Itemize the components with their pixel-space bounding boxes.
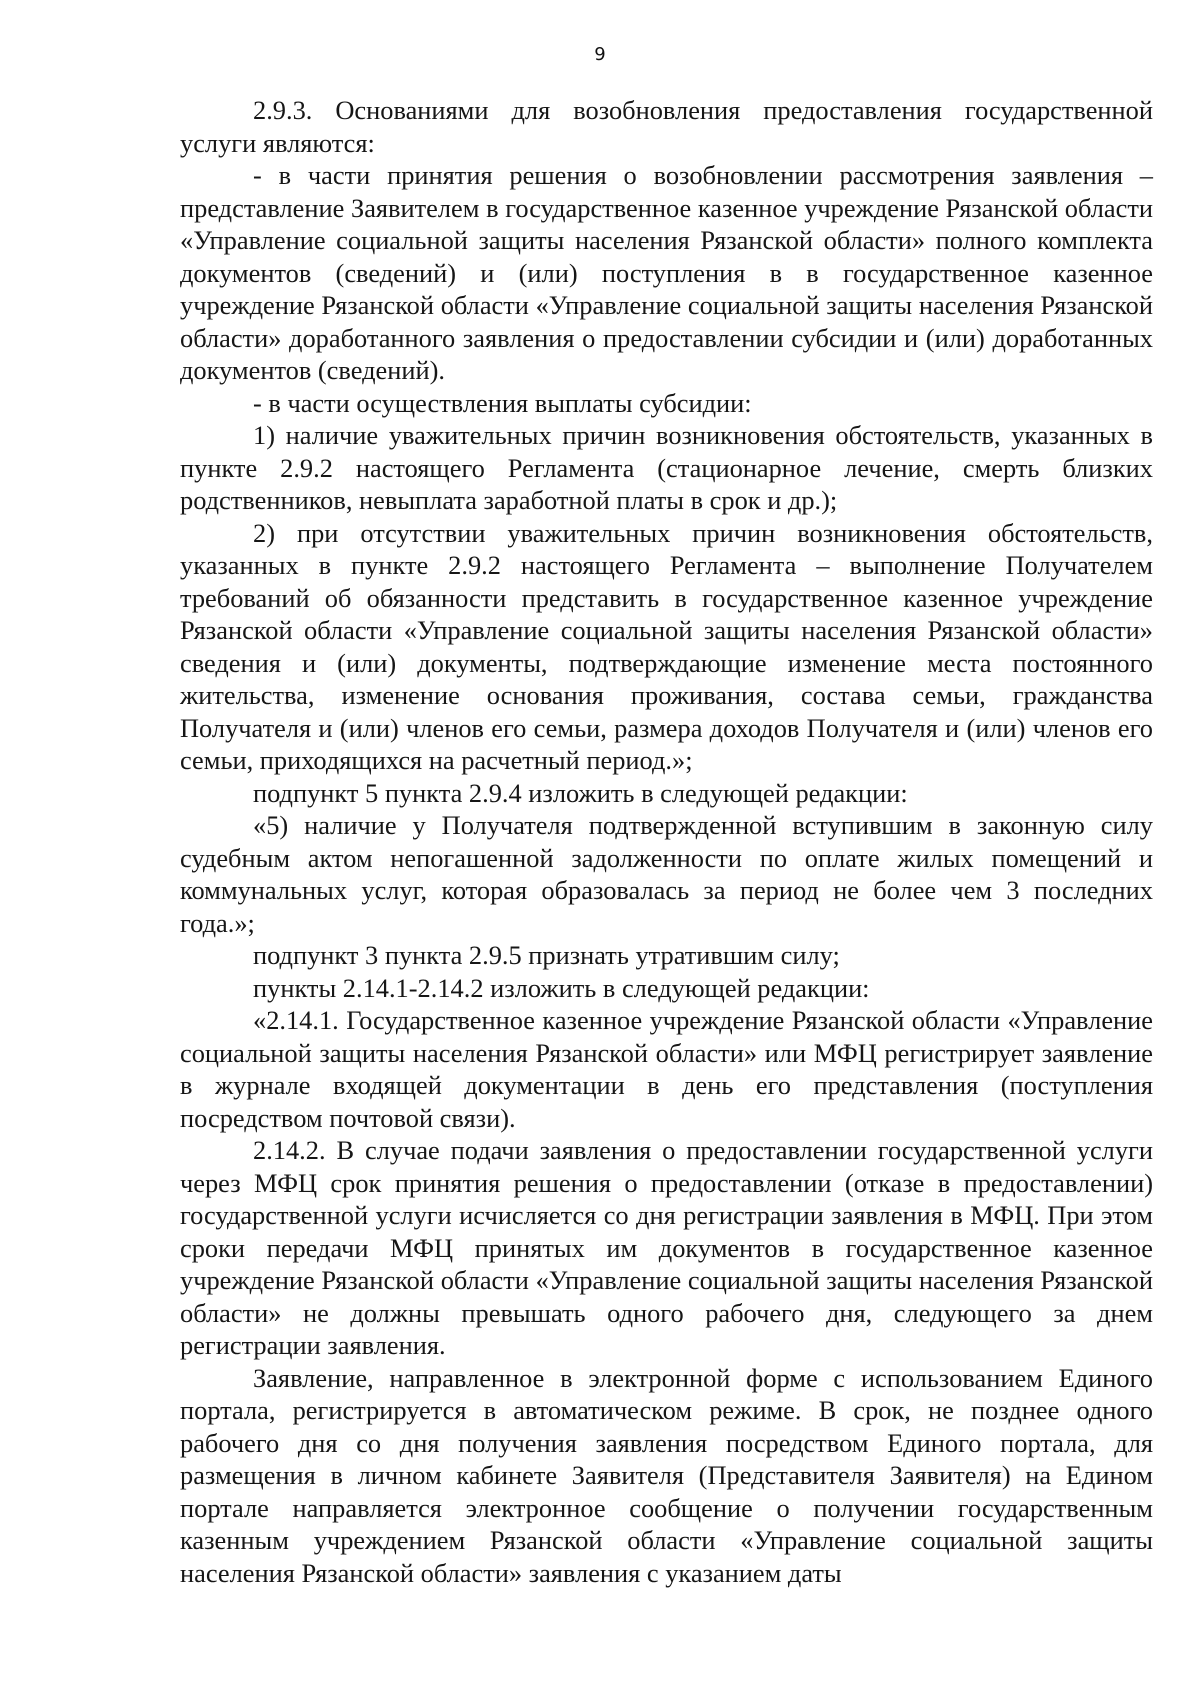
page-number: 9 <box>594 44 606 65</box>
paragraph-item-1: 1) наличие уважительных причин возникновения обстоятельств, указанных в пункте 2.9.2 настоящего Регламента (стационарное лечение, смерть близких родственников, невыплата заработной платы в срок и др.); <box>180 420 1153 515</box>
paragraph-2-14-2: 2.14.2. В случае подачи заявления о предоставлении государственной услуги через МФЦ срок принятия решения о предоставлении (отказе в предоставлении) государственной услуги исчисляется со дня регистрации заявления в МФЦ. При этом сроки передачи МФЦ принятых им документов в государственное казенное учреждение Рязанской области «Управление социальной защиты населения Рязанской области» не должны превышать одного рабочего дня, следующего за днем регистрации заявления. <box>180 1135 1153 1360</box>
paragraph-2-14-1: «2.14.1. Государственное казенное учреждение Рязанской области «Управление социальной защиты населения Рязанской области» или МФЦ регистрирует заявление в журнале входящей документации в день его представления (поступления посредством почтовой связи). <box>180 1005 1153 1133</box>
paragraph-payment-part: - в части осуществления выплаты субсидии: <box>253 387 752 418</box>
document-body <box>180 94 1153 1589</box>
paragraph-item-2: 2) при отсутствии уважительных причин возникновения обстоятельств, указанных в пункте 2.9.2 настоящего Регламента – выполнение Получателем требований об обязанности представить в государственное казенное учреждение Рязанской области «Управление социальной защиты населения Рязанской области» сведения и (или) документы, подтверждающие изменение места постоянного жительства, изменение основания проживания, состава семьи, гражданства Получателя и (или) членов его семьи, размера доходов Получателя и (или) членов его семьи, приходящихся на расчетный период.»; <box>180 517 1153 775</box>
paragraph-electronic-application: Заявление, направленное в электронной форме с использованием Единого портала, регистрируется в автоматическом режиме. В срок, не позднее одного рабочего дня со дня получения заявления посредством Единого портала, для размещения в личном кабинете Заявителя (Представителя Заявителя) на Едином портале направляется электронное сообщение о получении государственным казенным учреждением Рязанской области «Управление социальной защиты населения Рязанской области» заявления с указанием даты <box>180 1362 1153 1588</box>
paragraph-resume-decision: - в части принятия решения о возобновлении рассмотрения заявления – представление Заявителем в государственное казенное учреждение Рязанской области «Управление социальной защиты населения Рязанской области» полного комплекта документов (сведений) и (или) поступления в в государственное казенное учреждение Рязанской области «Управление социальной защиты населения Рязанской области» доработанного заявления о предоставлении субсидии и (или) доработанных документов (сведений). <box>180 160 1153 385</box>
paragraph-2-14-intro: пункты 2.14.1-2.14.2 изложить в следующей редакции: <box>253 972 870 1003</box>
paragraph-2-9-3-heading: 2.9.3. Основаниями для возобновления предоставления государственной услуги являются: <box>180 95 1153 158</box>
paragraph-subitem-5-text: «5) наличие у Получателя подтвержденной вступившим в законную силу судебным актом непогашенной задолженности по оплате жилых помещений и коммунальных услуг, которая образовалась за период не более чем 3 последних года.»; <box>180 810 1153 938</box>
paragraph-subitem-3-void: подпункт 3 пункта 2.9.5 признать утратившим силу; <box>253 940 840 970</box>
paragraph-subitem-5-intro: подпункт 5 пункта 2.9.4 изложить в следующей редакции: <box>253 777 908 808</box>
